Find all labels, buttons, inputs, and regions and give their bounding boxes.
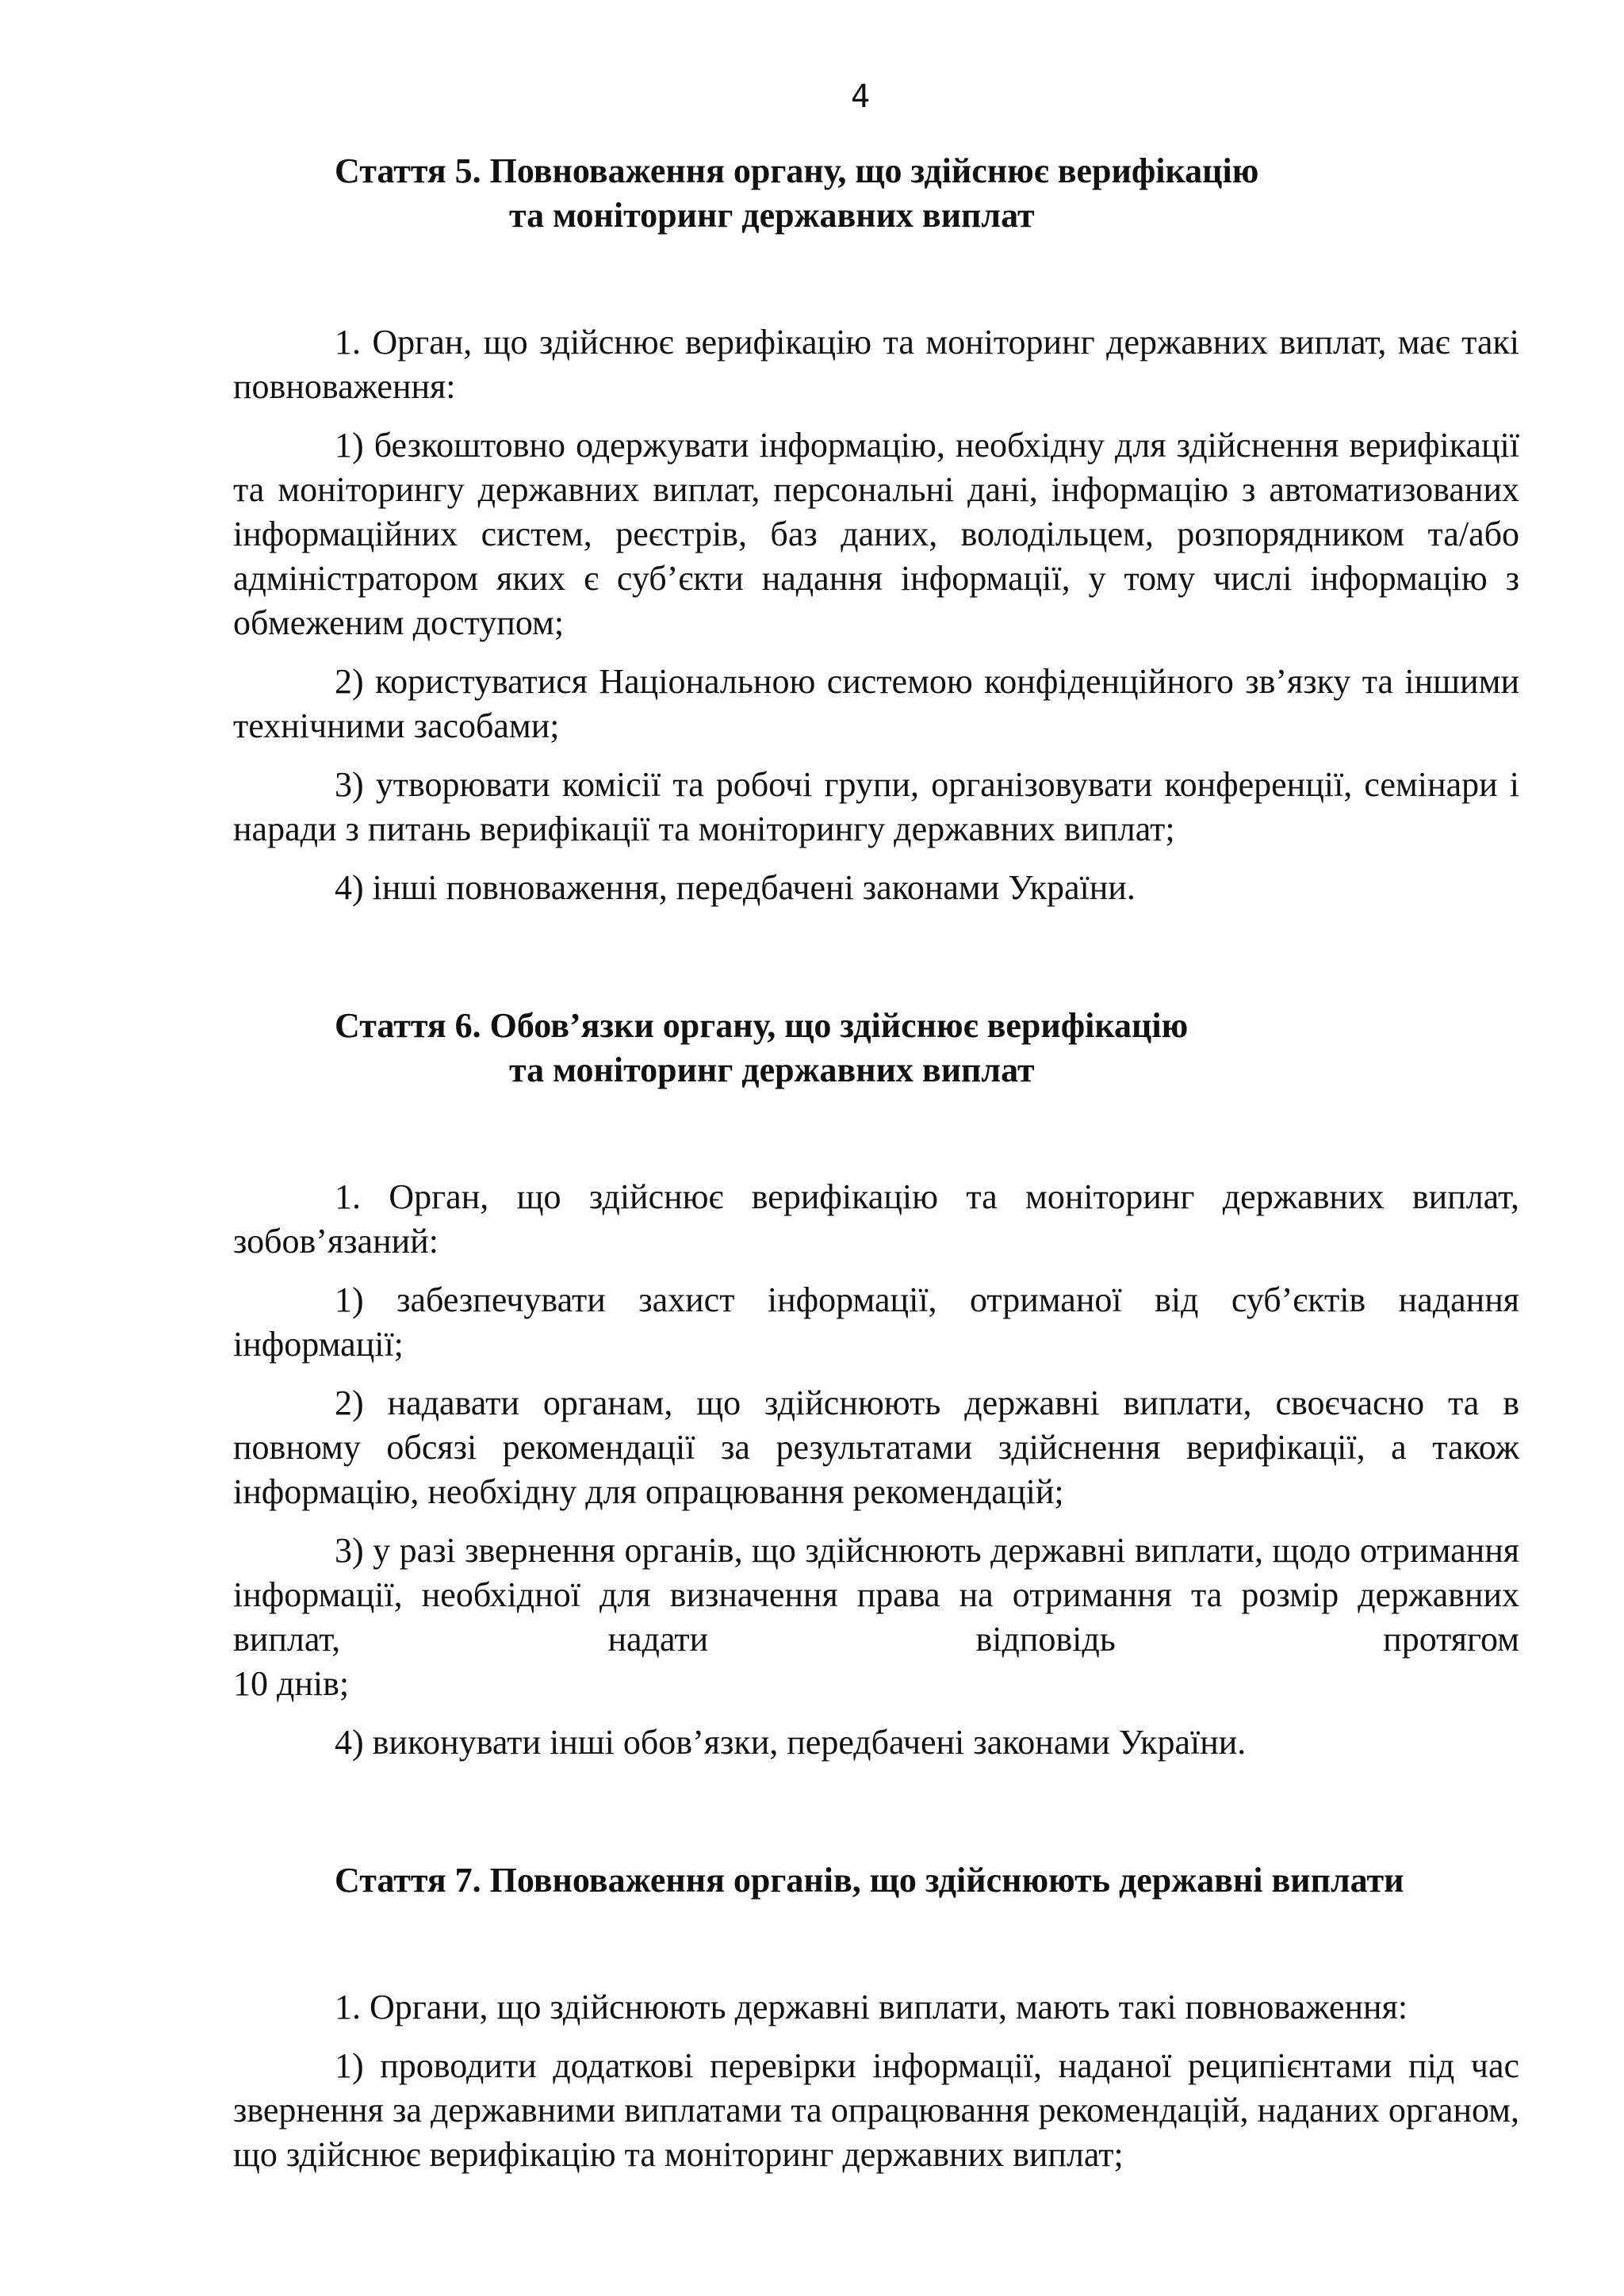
article-6-item-4: 4) виконувати інші обов’язки, передбачені законами України. [335, 1723, 1247, 1762]
article-5-item-2: 2) користуватися Національною системою конфіденційного зв’язку та іншими технічними засобами; [233, 662, 1519, 745]
article-5-heading [233, 149, 1519, 238]
article-6-intro: 1. Орган, що здійснює верифікацію та моніторинг державних виплат, зобов’язаний: [233, 1177, 1519, 1261]
article-6-item-3: 3) у разі звернення органів, що здійснюють державні виплати, щодо отримання інформації, необхідної для визначення права на отримання та розмір державних виплат, надати відповідь протягом [233, 1531, 1519, 1659]
article-6-item-3-continuation: 10 днів; [233, 1664, 350, 1703]
article-6-item-1: 1) забезпечувати захист інформації, отриманої від суб’єктів надання інформації; [233, 1280, 1519, 1364]
article-6-item-2: 2) надавати органам, що здійснюють державні виплати, своєчасно та в повному обсязі рекомендації за результатами здійснення верифікації, а також інформацію, необхідну для опрацювання рекомендацій; [233, 1383, 1519, 1511]
article-6-heading-line2: та моніторинг державних виплат [509, 1050, 1035, 1089]
article-5-heading-line1: Стаття 5. Повноваження органу, що здійснює верифікацію [335, 151, 1259, 190]
article-7-heading-line1: Стаття 7. Повноваження органів, що здійснюють державні виплати [335, 1861, 1404, 1900]
article-6-heading-line1: Стаття 6. Обов’язки органу, що здійснює верифікацію [335, 1006, 1189, 1045]
article-5-heading-line2: та моніторинг державних виплат [509, 196, 1035, 235]
article-7-intro: 1. Органи, що здійснюють державні виплати, мають такі повноваження: [335, 1988, 1408, 2026]
article-7-heading [233, 1858, 1519, 1903]
article-5-item-1: 1) безкоштовно одержувати інформацію, необхідну для здійснення верифікації та моніторингу державних виплат, персональні дані, інформацію з автоматизованих інформаційних систем, реєстрів, баз даних, володільцем, розпорядником та/або адміністратором яких є суб’єкти надання інформації, у тому числі інформацію з обмеженим доступом; [233, 426, 1519, 642]
page-number: 4 [850, 78, 871, 115]
article-7-item-1: 1) проводити додаткові перевірки інформації, наданої реципієнтами під час звернення за державними виплатами та опрацювання рекомендацій, наданих органом, що здійснює верифікацію та моніторинг державних виплат; [233, 2046, 1519, 2174]
article-5-item-3: 3) утворювати комісії та робочі групи, організовувати конференції, семінари і наради з питань верифікації та моніторингу державних виплат; [233, 765, 1519, 848]
article-6-heading [233, 1004, 1519, 1093]
article-5-intro: 1. Орган, що здійснює верифікацію та моніторинг державних виплат, має такі повноваження: [233, 323, 1519, 406]
article-5-item-4: 4) інші повноваження, передбачені законами України. [335, 868, 1136, 907]
